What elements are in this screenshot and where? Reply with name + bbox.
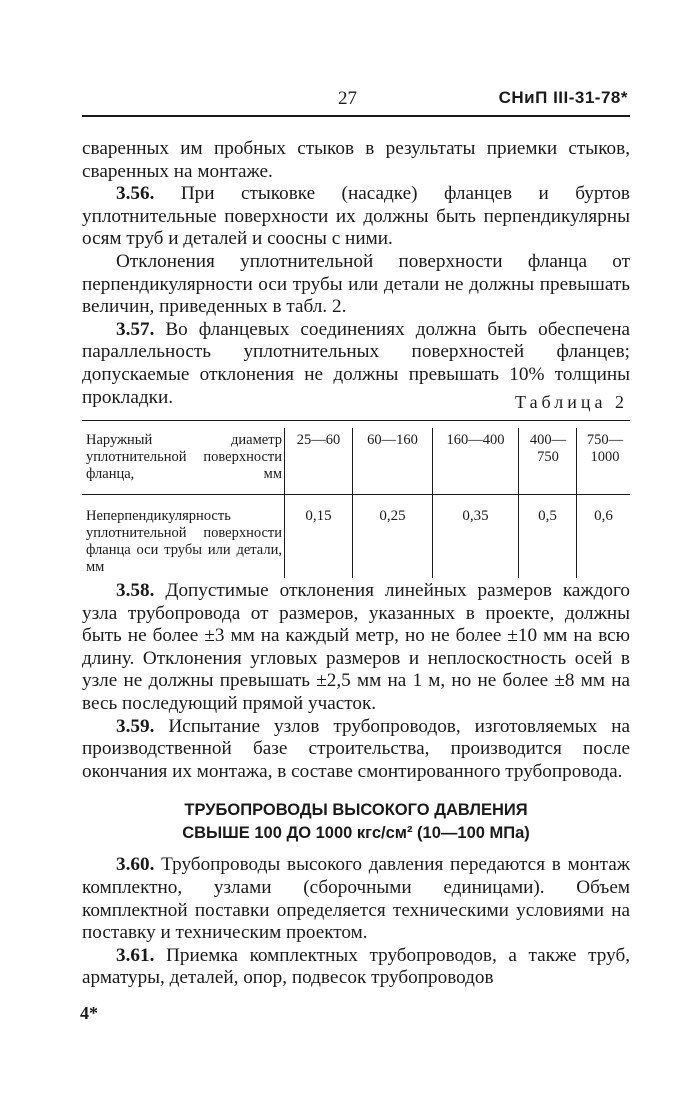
- table-column-divider: [576, 428, 577, 578]
- table-column-header: 25—60: [296, 432, 341, 448]
- header-rule: [82, 115, 630, 117]
- paragraph-3-59: [82, 716, 630, 784]
- clause-number: 3.61.: [116, 944, 155, 966]
- table-value: 0,6: [594, 508, 613, 524]
- table-caption: Таблица 2: [515, 392, 628, 412]
- paragraph-text: Испытание узлов трубопроводов, изготовляемых на производственной базе строительства, производится после окончания их монтажа, в составе смонтированного трубопровода.: [82, 715, 630, 782]
- spacer: [82, 844, 630, 854]
- table-top-rule: [82, 420, 630, 421]
- table-header-rule: [82, 494, 630, 495]
- table-column-divider: [518, 428, 519, 578]
- paragraph-text: Во фланцевых соединениях должна быть обеспечена параллельность уплотнительных поверхностей фланцев; допускаемые отклонения не должны превышать 10% толщины прокладки.: [82, 318, 631, 408]
- section-title-line1: ТРУБОПРОВОДЫ ВЫСОКОГО ДАВЛЕНИЯ: [184, 801, 528, 820]
- table-column-divider: [432, 428, 433, 578]
- paragraph-text: Приемка комплектных трубопроводов, а также труб, арматуры, деталей, опор, подвесок трубопроводов: [82, 944, 631, 989]
- clause-number: 3.56.: [116, 183, 155, 205]
- page-number: 27: [338, 88, 357, 109]
- body-text-top: [82, 138, 630, 409]
- body-text-bottom: [82, 580, 630, 990]
- table-column-divider: [352, 428, 353, 578]
- page-header: [82, 88, 630, 112]
- paragraph-text: Трубопроводы высокого давления передаются в монтаж комплектно, узлами (сборочными единицами). Объем комплектной поставки определяется техническими условиями на поставку и техническим проектом.: [82, 854, 630, 944]
- clause-number: 3.58.: [116, 580, 155, 601]
- table-column-header: 160—400: [446, 432, 505, 448]
- table-value: 0,15: [305, 508, 332, 524]
- section-title-line2: СВЫШЕ 100 ДО 1000 кгс/см² (10—100 МПа): [182, 823, 530, 842]
- paragraph-3-56: [82, 183, 630, 251]
- table-row-label: Неперпендикулярность уплотнительной поверхности фланца оси трубы или детали, мм: [86, 508, 282, 575]
- table-header-label: Наружный диаметр уплотнительной поверхности фланца, мм: [86, 432, 282, 482]
- paragraph-3-58: [82, 580, 630, 716]
- paragraph-continuation: сваренных им пробных стыков в результаты приемки стыков, сваренных на монтаже.: [82, 138, 630, 182]
- table-column-header: 750—1000: [586, 432, 624, 465]
- deviation-table: [82, 420, 630, 585]
- clause-number: 3.57.: [116, 318, 155, 340]
- paragraph-text: Допустимые отклонения линейных размеров каждого узла трубопровода от размеров, указанных в проекте, должны быть не более ±3 мм на каждый метр, но не более ±10 мм на всю длину. Отклонения угловых размеров и неплоскостность осей в узле не должны превышать ±2,5 мм на 1 м, но не более ±8 мм на весь последующий прямой участок.: [82, 580, 631, 714]
- signature-mark: 4*: [80, 1003, 98, 1023]
- table-column-header: 60—160: [367, 432, 418, 448]
- clause-number: 3.59.: [116, 715, 155, 737]
- table-value: 0,5: [538, 508, 557, 524]
- table-value: 0,25: [379, 508, 406, 524]
- paragraph-deviation: Отклонения уплотнительной поверхности фланца от перпендикулярности оси трубы или детали не должны превышать величин, приведенных в табл. 2.: [82, 250, 630, 318]
- table-column-header: 400—750: [529, 432, 567, 465]
- table-value: 0,35: [462, 508, 489, 524]
- document-code: СНиП III-31-78*: [498, 88, 628, 107]
- paragraph-text: При стыковке (насадке) фланцев и буртов уплотнительные поверхности их должны быть перпендикулярны осям труб и деталей и соосны с ними.: [82, 183, 630, 250]
- table-column-divider: [284, 428, 285, 578]
- paragraph-3-61: [82, 945, 630, 990]
- paragraph-3-60: [82, 854, 630, 944]
- clause-number: 3.60.: [116, 854, 155, 876]
